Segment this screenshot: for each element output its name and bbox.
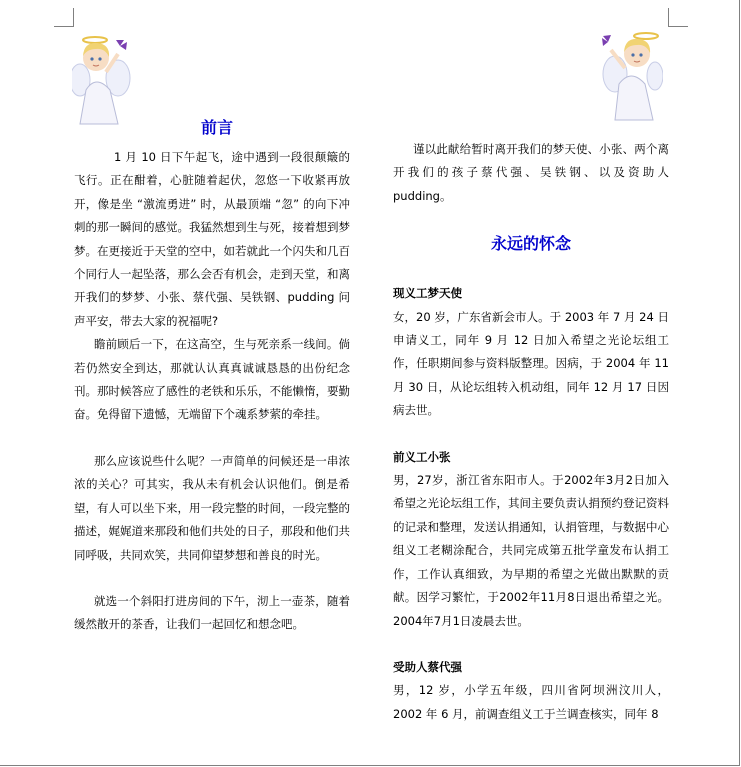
section-body: 男，27岁，浙江省东阳市人。于2002年3月2日加入希望之光论坛组工作，其间主要负责认捐预约登记资料的记录和整理，发送认捐通知，认捐管理，与数据中心组义工老糊涂配合，共同完成第五批学童发布认捐工作，工作认真细致，为早期的希望之光做出默默的贡献。因学习繁忙，于2002年11月8日退出希望之光。2004年7月1日凌晨去世。 [393,473,669,628]
right-column [393,138,669,726]
preface-paragraph-4: 就选一个斜阳打进房间的下午，沏上一壶茶，随着缓然散开的茶香，让我们一起回忆和想念吧。 [74,593,350,632]
preface-paragraph-1: 1 月 10 日下午起飞，途中遇到一段很颠簸的飞行。正在酣着，心脏随着起伏，忽悠一下收紧再放开，像是坐 “激流勇进” 时，从最顶端 “忽” 的向下冲刺的那一瞬间的感觉。我猛然想到生与死，接着想到梦梦。在更接近于天堂的空中，如若就此一个闪失和几百个同行人一起坠落，那么会否有机会，走到天堂，和离开我们的梦梦、小张、蔡代强、吴铁钢、pudding 问声平安，带去大家的祝福呢? [74,150,350,328]
left-column [74,116,350,637]
memorial-section-3 [393,656,669,726]
memorial-section-1 [393,282,669,422]
angel-image-left [72,32,134,128]
section-heading: 受助人蔡代强 [393,659,462,674]
memorial-title: 永远的怀念 [490,234,571,254]
section-body: 男，12 岁，小学五年级，四川省阿坝洲汶川人，2002 年 6 月，前调查组义工于兰调查核实，同年 8 [393,683,669,721]
crop-mark-top-right-v [668,8,669,26]
preface-paragraph-3: 那么应该说些什么呢？一声简单的问候还是一串浓浓的关心？可其实，我从未有机会认识他们。倒是希望，有人可以坐下来，用一段完整的时间，一段完整的描述，娓娓道来那段和他们共处的日子，那段和他们共同呼吸，共同欢笑，共同仰望梦想和善良的时光。 [74,453,350,562]
memorial-section-2 [393,446,669,633]
section-heading: 前义工小张 [393,449,451,464]
section-body: 女，20 岁，广东省新会市人。于 2003 年 7 月 24 日申请义工，同年 9 月 12 日加入希望之光论坛组工作，任职期间参与资料版整理。因病，于 2004 年 11 月 30 日，从论坛组转入机动组，同年 12 月 17 日因病去世。 [393,309,669,418]
section-heading: 现义工梦天使 [393,286,462,301]
preface-title: 前言 [200,118,233,137]
preface-paragraph-2: 瞻前顾后一下，在这高空，生与死亲系一线间。倘若仍然安全到达，那就认认真真诚诚恳恳的出份纪念刊。那时候答应了感性的老铁和乐乐，不能懒惰，要勤奋。免得留下遗憾，无端留下个魂系梦萦的牵挂。 [74,337,350,422]
angel-image-right [601,26,663,122]
crop-mark-top-left-h [54,26,74,27]
dedication-text: 谨以此献给暂时离开我们的梦天使、小张、两个离开我们的孩子蔡代强、吴铁钢、以及资助人 pudding。 [393,142,669,203]
crop-mark-top-right-h [668,26,688,27]
crop-mark-top-left-v [73,8,74,26]
